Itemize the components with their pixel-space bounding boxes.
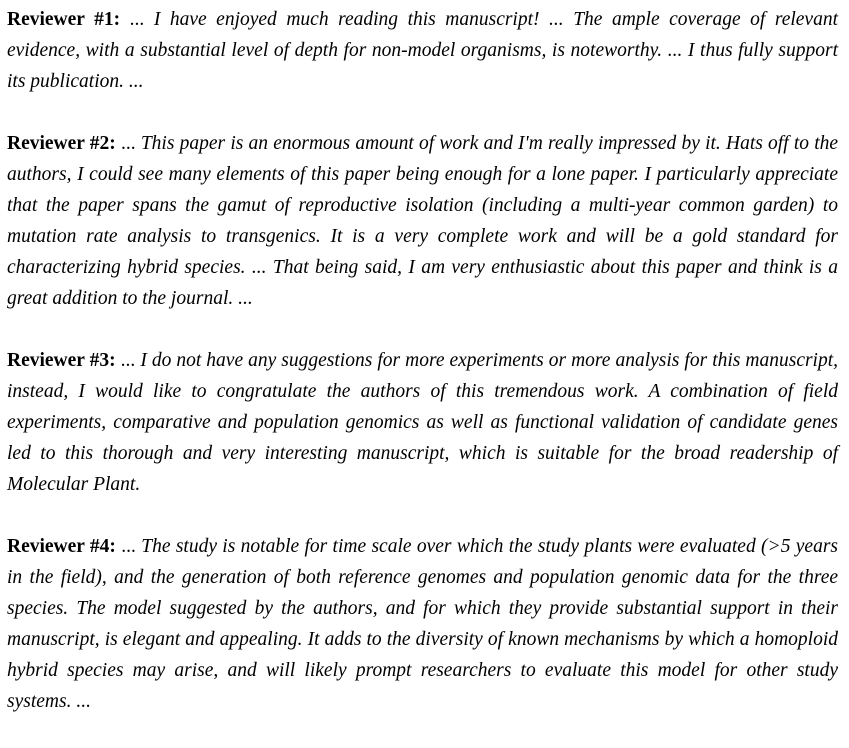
reviewer-4-text: The study is notable for time scale over which the study plants were evaluated (>5 years in the field), and the generation of both reference genomes and population genomic data for the three species. The model suggested by the authors, and for which they provide substantial support in their manuscript, is elegant and appealing. It adds to the diversity of known mechanisms by which a homoploid hybrid species may arise, and will likely prompt researchers to evaluate this model for other study systems. ... [7,536,839,712]
reviewer-1-comment [7,4,838,97]
reviewer-4-ellipsis: ... [115,536,142,557]
reviewer-3-label: Reviewer #3: [7,350,116,371]
reviewer-2-text: This paper is an enormous amount of work and I'm really impressed by it. Hats off to the authors, I could see many elements of this paper being enough for a lone paper. I particularly appreciate that the paper spans the gamut of reproductive isolation (including a multi-year common garden) to mutation rate analysis to transgenics. It is a very complete work and will be a gold standard for characterizing hybrid species. ... That being said, I am very enthusiastic about this paper and think is a great addition to the journal. ... [7,133,839,309]
reviewer-3-comment [7,345,838,500]
reviewer-comments-document [7,4,838,748]
reviewer-2-ellipsis: ... [115,133,141,154]
reviewer-2-label: Reviewer #2: [7,133,116,154]
reviewer-3-ellipsis: ... [115,350,141,371]
reviewer-1-text: I have enjoyed much reading this manuscript! ... The ample coverage of relevant evidence, with a substantial level of depth for non-model organisms, is noteworthy. ... I thus fully support its publication. ... [7,9,839,92]
reviewer-4-comment [7,531,838,717]
reviewer-3-text: I do not have any suggestions for more experiments or more analysis for this manuscript, instead, I would like to congratulate the authors of this tremendous work. A combination of field experiments, comparative and population genomics as well as functional validation of candidate genes led to this thorough and very interesting manuscript, which is suitable for the broad readership of Molecular Plant. [7,350,839,495]
reviewer-4-label: Reviewer #4: [7,536,116,557]
reviewer-2-comment [7,128,838,314]
reviewer-1-label: Reviewer #1: [7,9,121,30]
reviewer-1-ellipsis: ... [120,9,154,30]
